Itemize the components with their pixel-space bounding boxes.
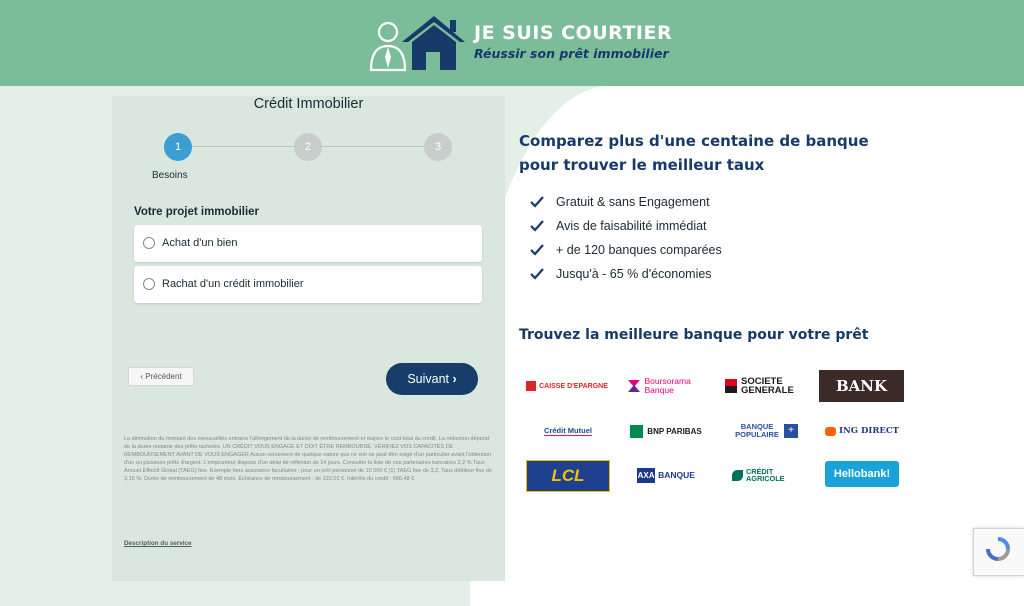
loan-form <box>112 96 505 581</box>
bank-name: BANK <box>835 377 888 395</box>
option-label: Rachat d'un crédit immobilier <box>162 278 304 290</box>
recaptcha-icon <box>985 536 1011 562</box>
previous-button[interactable] <box>128 367 194 386</box>
lion-icon <box>825 427 836 436</box>
recaptcha-badge[interactable] <box>973 528 1024 576</box>
check-icon <box>530 244 544 256</box>
benefit-text: Jusqu'à - 65 % d'économies <box>556 267 712 281</box>
radio-button[interactable] <box>143 237 155 249</box>
step-3-indicator: 3 <box>424 133 452 161</box>
brand-logo[interactable] <box>366 12 673 74</box>
chevron-right-icon: › <box>452 372 457 386</box>
check-icon <box>530 268 544 280</box>
benefit-item <box>530 193 790 213</box>
courtier-house-icon <box>366 12 466 74</box>
bank-logo-banque-populaire <box>722 418 808 444</box>
bank-name: CRÉDIT AGRICOLE <box>746 466 785 483</box>
form-title: Crédit Immobilier <box>253 96 364 112</box>
squirrel-icon <box>526 381 536 391</box>
boursorama-mark-icon <box>626 378 642 394</box>
chevron-left-icon: ‹ <box>140 372 146 381</box>
sg-square-icon <box>725 379 737 393</box>
bank-logo-credit-mutuel <box>527 422 609 440</box>
bank-logo-hellobank <box>825 461 899 487</box>
brand-title: JE SUIS COURTIER <box>474 22 673 44</box>
next-label: Suivant <box>407 372 450 386</box>
bank-logo-bforbank <box>819 370 904 402</box>
bank-logo-ing-direct <box>817 420 907 442</box>
benefit-item <box>530 265 790 285</box>
benefit-item <box>530 217 790 237</box>
benefit-text: Gratuit & sans Engagement <box>556 195 710 209</box>
bank-name: BANQUE POPULAIRE <box>735 422 779 439</box>
next-button[interactable] <box>386 363 478 395</box>
step-2-indicator: 2 <box>294 133 322 161</box>
step-1-indicator: 1 <box>164 133 192 161</box>
banks-title: Trouvez la meilleure banque pour votre prêt <box>519 327 869 343</box>
radio-button[interactable] <box>143 278 155 290</box>
bank-logo-bnp-paribas <box>622 420 710 442</box>
bank-name: BANQUE <box>658 470 695 480</box>
benefit-text: + de 120 banques comparées <box>556 243 722 257</box>
step-1-label: Besoins <box>152 170 188 181</box>
step-connector <box>192 146 294 147</box>
site-header <box>0 0 1024 86</box>
benefit-text: Avis de faisabilité immédiat <box>556 219 707 233</box>
bank-name: BNP PARIBAS <box>647 426 702 436</box>
marketing-headline: Comparez plus d'une centaine de banque pour trouver le meilleur taux <box>519 132 869 174</box>
axa-icon: AXA <box>637 468 655 483</box>
bnp-stars-icon <box>630 425 643 438</box>
bank-logo-boursorama <box>622 372 710 400</box>
bank-logo-lcl <box>526 460 610 492</box>
bank-name: Hellobank! <box>833 468 891 480</box>
option-rachat[interactable] <box>134 266 482 303</box>
bank-name: ING DIRECT <box>839 426 899 436</box>
project-section-label: Votre projet immobilier <box>134 206 260 218</box>
step-connector <box>322 146 424 147</box>
ca-leaf-icon <box>732 470 743 481</box>
bank-logo-caisse-epargne <box>524 373 610 399</box>
legal-notice: La diminution du montant des mensualités entraine l'allongement de la durée de remboursement et majore le coût total du crédit. La réduction dépend de la durée restante des prêts rachetés. UN CRÉDIT VOUS ENGAGE ET DOIT ÊTRE REMBOURSÉ. VÉRIFIEZ VOS CAPACITÉS DE REMBOURSEMENT AVANT DE VOUS ENGAGER Aucun versement de quelque nature que ce soit ne peut être exigé d'un particulier avant l'obtention d'un ou plusieurs prêts d'argent. L'emprunteur dispose d'un délai de réflexion de 14 jours. Consulter la liste de nos partenaires bancaires 3,2 % Taux Annuel Effectif Global (TAEG) fixe. Exemple hors assurance facultative : pour un prêt personnel de 10 000 € (1) TAEG fixe de 3,2, Taux débiteur fixe de 3,15 %. Durée de remboursement de 48 mois. Échéance de remboursement : de 222,01 €. Intérêts du crédit : 666,48 €. <box>124 436 492 482</box>
bank-name: Boursorama Banque <box>644 376 691 395</box>
bank-name: CAISSE D'EPARGNE <box>539 382 608 390</box>
bank-name: LCL <box>551 466 585 485</box>
check-icon <box>530 220 544 232</box>
bank-logo-axa-banque <box>628 464 704 486</box>
bank-logo-credit-agricole <box>728 464 800 486</box>
previous-label: Précédent <box>145 372 182 381</box>
check-icon <box>530 196 544 208</box>
bank-name: SOCIETE GENERALE <box>741 376 794 396</box>
option-achat[interactable] <box>134 225 482 262</box>
bank-name: Crédit Mutuel <box>544 426 592 435</box>
bp-plus-x-icon: + <box>784 424 798 438</box>
bank-logo-societe-generale <box>722 372 808 400</box>
option-label: Achat d'un bien <box>162 237 238 249</box>
service-description-link[interactable]: Description du service <box>124 540 192 547</box>
benefit-item <box>530 241 790 261</box>
brand-subtitle: Réussir son prêt immobilier <box>474 46 669 61</box>
